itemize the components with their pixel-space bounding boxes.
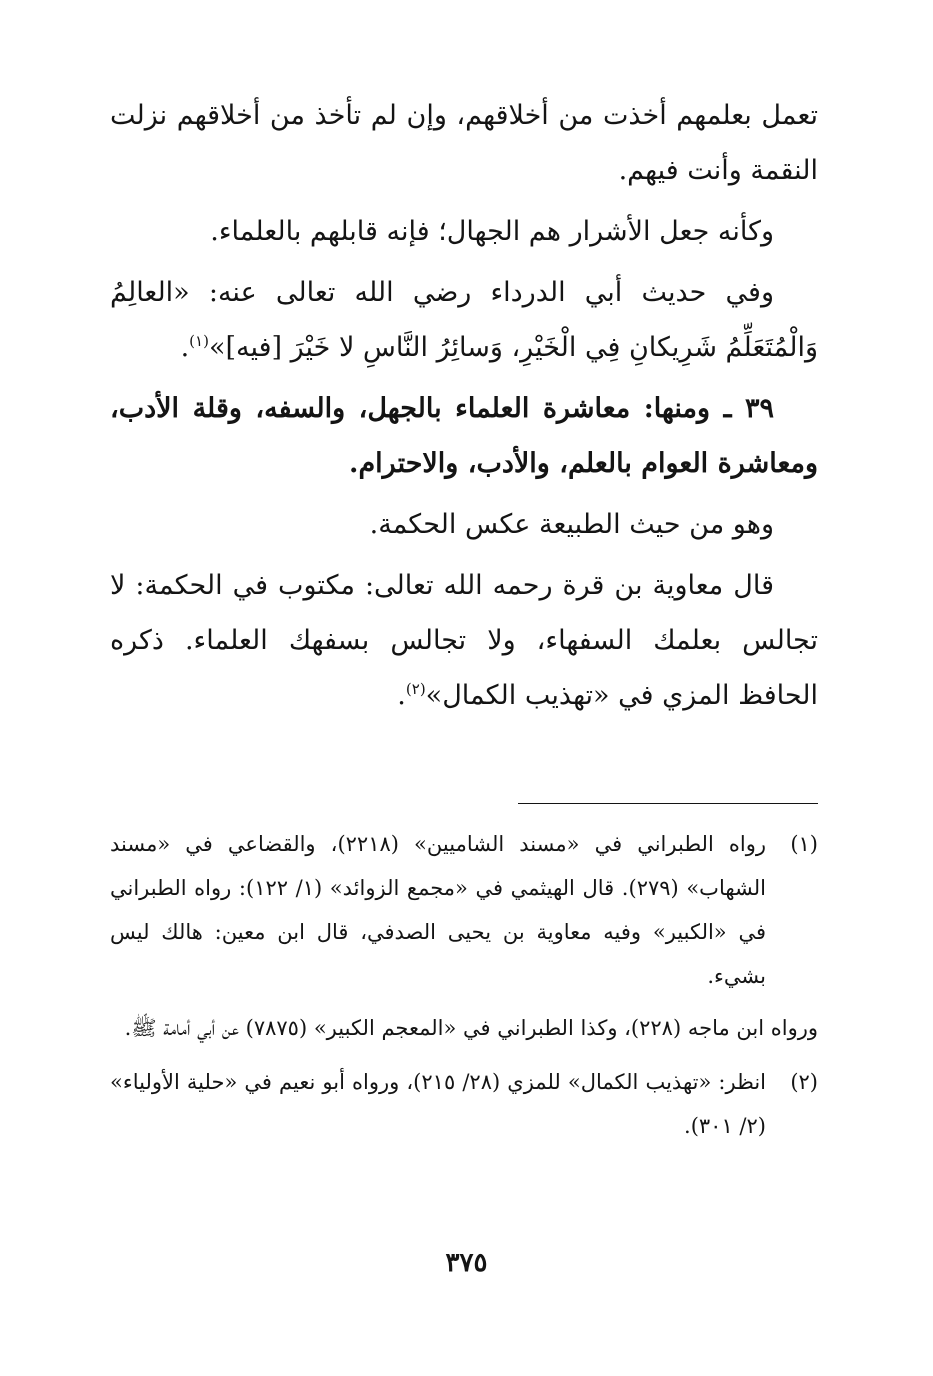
footnote-1 <box>110 822 818 1050</box>
footnote-ref-1[interactable]: (١) <box>189 332 209 350</box>
paragraph-5-text: قال معاوية بن قرة رحمه الله تعالى: مكتوب في الحكمة: لا تجالس بعلمك السفهاء، ولا تجالس بسفهك العلماء. ذكره الحافظ المزي في «تهذيب الكمال» <box>110 570 818 711</box>
footnote-2-paragraph-1: انظر: «تهذيب الكمال» للمزي (٢٨/ ٢١٥)، ورواه أبو نعيم في «حلية الأولياء» (٢/ ٣٠١). <box>110 1070 766 1138</box>
paragraph-3-text: وفي حديث أبي الدرداء رضي الله تعالى عنه: «العالِمُ وَالْمُتَعَلِّمُ شَرِيكانِ فِي الْخَيْرِ، وَسائِرُ النَّاسِ لا خَيْرَ [فيه]» <box>110 277 818 363</box>
paragraph-3-end: . <box>180 332 190 363</box>
main-text <box>110 88 818 729</box>
paragraph-2: وكأنه جعل الأشرار هم الجهال؛ فإنه قابلهم بالعلماء. <box>210 216 774 247</box>
footnotes <box>110 822 818 1158</box>
footnote-1-number: (١) <box>790 832 818 856</box>
section-heading-39: ٣٩ ـ ومنها: معاشرة العلماء بالجهل، والسفه، وقلة الأدب، ومعاشرة العوام بالعلم، والأدب، والاحترام. <box>110 393 818 479</box>
footnote-2-number: (٢) <box>790 1070 818 1094</box>
paragraph-1: تعمل بعلمهم أخذت من أخلاقهم، وإن لم تأخذ من أخلاقهم نزلت النقمة وأنت فيهم. <box>110 100 818 186</box>
paragraph-3 <box>110 265 818 375</box>
paragraph-5-end: . <box>397 680 406 711</box>
footnote-1-paragraph-2: ورواه ابن ماجه (٢٢٨)، وكذا الطبراني في «المعجم الكبير» (٧٨٧٥) عن أبي أمامة ﷺ. <box>124 1016 818 1040</box>
footnote-2 <box>110 1060 818 1148</box>
footnote-ref-2[interactable]: (٢) <box>405 680 426 698</box>
paragraph-5 <box>110 558 818 723</box>
page-number: ٣٧٥ <box>445 1248 488 1278</box>
footnote-separator <box>518 803 818 804</box>
footnote-1-paragraph-1: رواه الطبراني في «مسند الشاميين» (٢٢١٨)، والقضاعي في «مسند الشهاب» (٢٧٩). قال الهيثمي في «مجمع الزوائد» (١/ ١٢٢): رواه الطبراني في «الكبير» وفيه معاوية بن يحيى الصدفي، قال ابن معين: هالك ليس بشيء. <box>110 832 766 988</box>
paragraph-4: وهو من حيث الطبيعة عكس الحكمة. <box>369 509 774 540</box>
